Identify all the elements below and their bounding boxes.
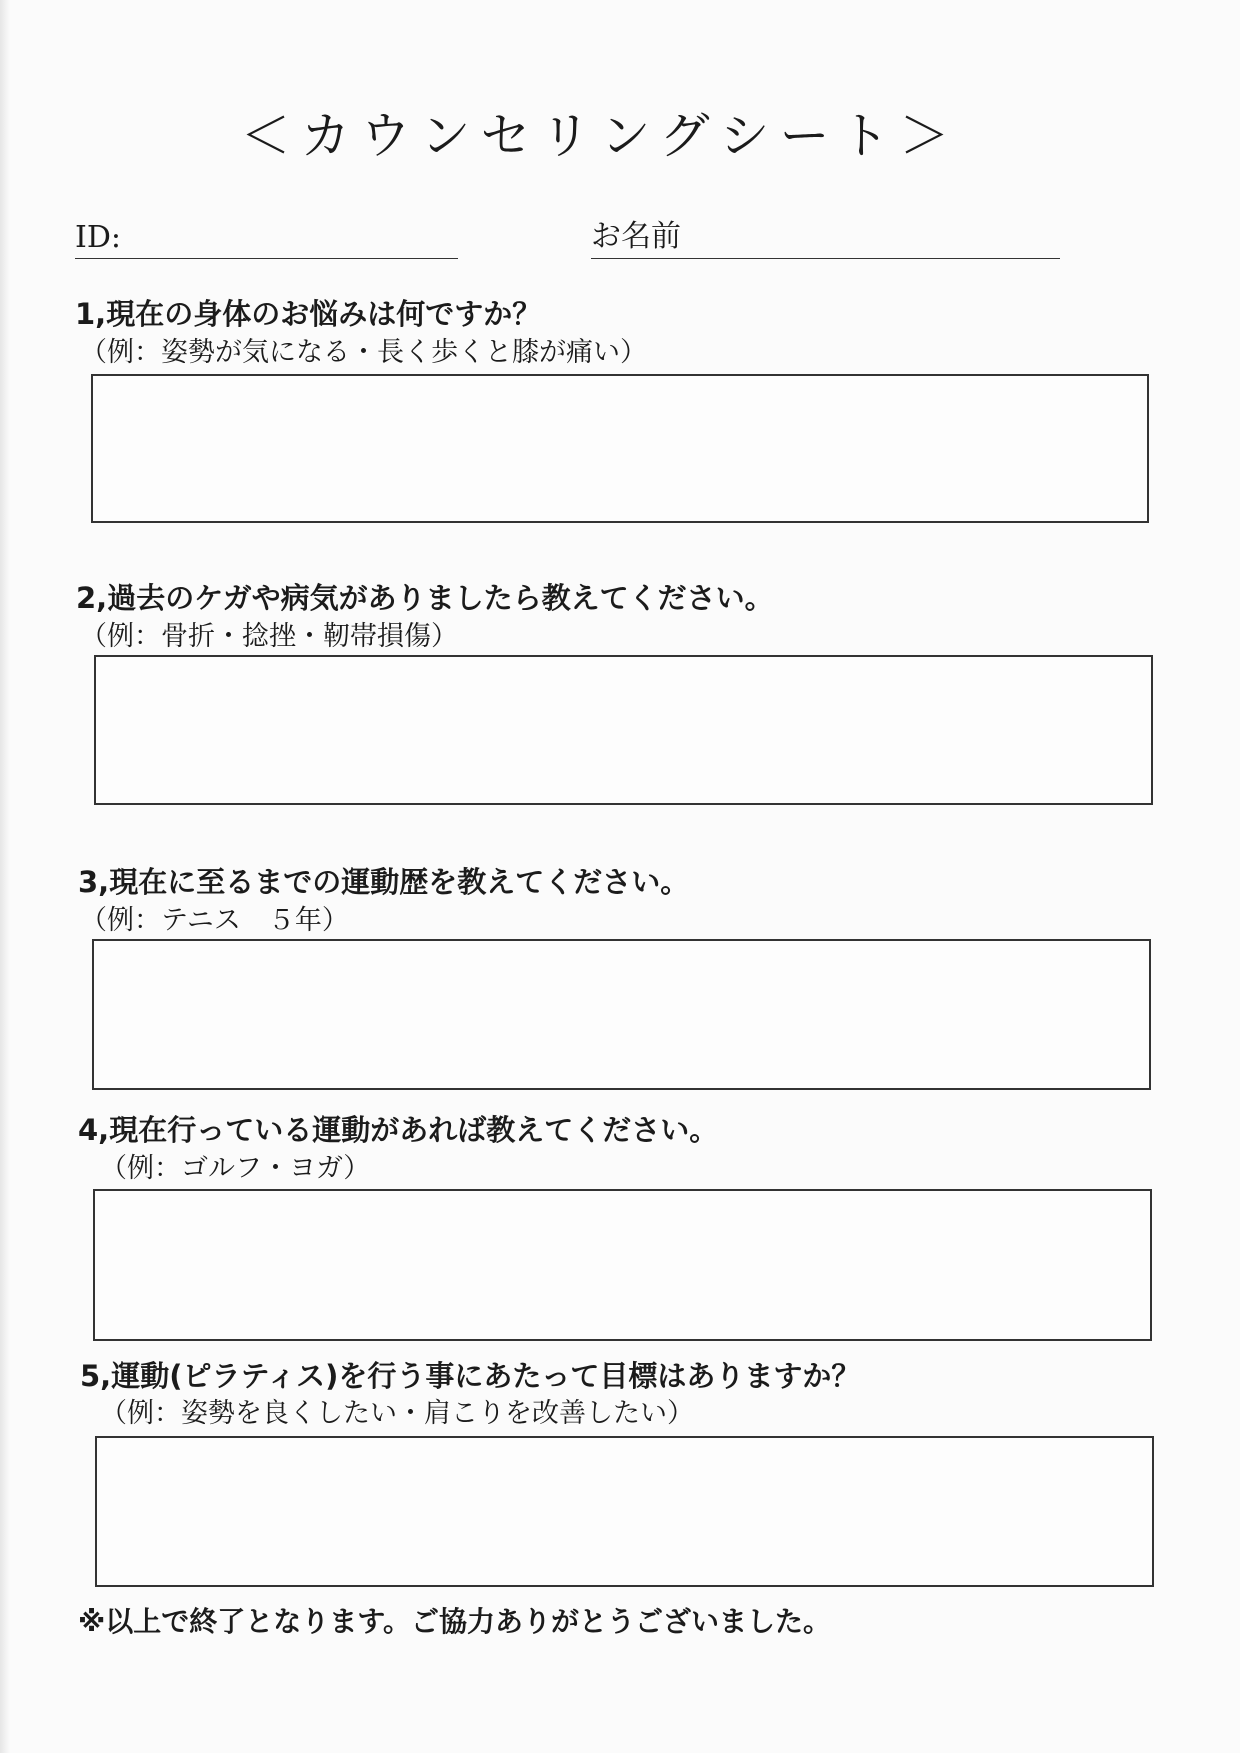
question-5-answer-box[interactable] (95, 1436, 1154, 1587)
closing-note: ※以上で終了となります。ご協力ありがとうございました。 (78, 1605, 831, 1638)
question-4-answer-box[interactable] (93, 1189, 1152, 1341)
question-3: 3,現在に至るまでの運動歴を教えてください。 (78, 865, 690, 899)
question-3-answer-box[interactable] (92, 939, 1151, 1090)
name-label: お名前 (591, 219, 681, 254)
page-title: ＜カウンセリングシート＞ (240, 107, 960, 165)
question-1: 1,現在の身体のお悩みは何ですか？ (75, 297, 542, 331)
question-2-example: （例：骨折・捻挫・靭帯損傷） (80, 621, 458, 652)
question-1-example: （例：姿勢が気になる・長く歩くと膝が痛い） (80, 337, 647, 368)
question-2-answer-box[interactable] (94, 655, 1153, 805)
id-field[interactable] (75, 216, 458, 259)
question-5: 5,運動(ピラティス)を行う事にあたって目標はありますか？ (80, 1359, 861, 1393)
question-3-example: （例：テニス ５年） (80, 905, 349, 936)
question-1-answer-box[interactable] (91, 374, 1149, 523)
question-4-example: （例：ゴルフ・ヨガ） (100, 1153, 371, 1184)
question-4: 4,現在行っている運動があれば教えてください。 (78, 1113, 719, 1147)
name-field[interactable] (591, 216, 1060, 259)
scan-edge-shadow (0, 0, 10, 1753)
id-label: ID: (75, 220, 122, 255)
question-5-example: （例：姿勢を良くしたい・肩こりを改善したい） (100, 1398, 694, 1429)
question-2: 2,過去のケガや病気がありましたら教えてください。 (76, 581, 774, 615)
